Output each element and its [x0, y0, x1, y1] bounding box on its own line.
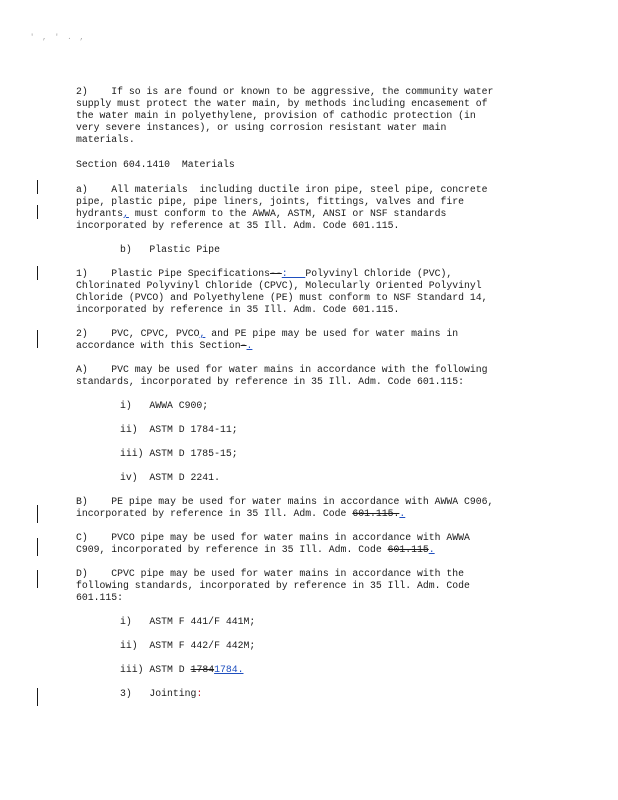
paragraph-B-text: B) PE pipe may be used for water mains in accordance with AWWA C906, incorporated by reference in 35 Ill. Adm. Code: [76, 496, 494, 519]
change-bar: [37, 538, 38, 556]
paragraph-C-text: C) PVCO pipe may be used for water mains in accordance with AWWA C909, incorporated by reference in 35 Ill. Adm. Code: [76, 532, 470, 555]
inserted-text: .: [399, 508, 406, 519]
paragraph-D: D) CPVC pipe may be used for water mains in accordance with the following standards, incorporated by reference in 35 Ill. Adm. Code 601.115:: [76, 568, 470, 603]
list-item-text: iii) ASTM D: [120, 664, 191, 675]
paragraph-b-2-text: 2) PVC, CPVC, PVCO: [76, 328, 200, 339]
list-item: ii) ASTM F 442/F 442M;: [120, 640, 256, 651]
inserted-text: .: [428, 544, 435, 555]
deleted-text: 601.115: [387, 544, 429, 555]
paragraph-a: [76, 184, 546, 232]
change-bar: [37, 266, 38, 280]
deleted-text: 601.115.: [352, 508, 400, 519]
paragraph-b-1: [76, 268, 546, 316]
paragraph-b-1-text: Polyvinyl Chloride (PVC), Chlorinated Polyvinyl Chloride (CPVC), Molecularly Oriented Polyvinyl Chloride (PVCO) and Polyethylene (PE) must conform to NSF Standard 14, incorporated by reference in 35 Ill. Adm. Code 601.115.: [76, 268, 488, 315]
inserted-text: .: [246, 340, 253, 351]
list-item: iv) ASTM D 2241.: [120, 472, 220, 483]
change-bar: [37, 505, 38, 523]
change-bar: [37, 688, 38, 706]
list-item: ii) ASTM D 1784-11;: [120, 424, 238, 435]
change-bar: [37, 180, 38, 194]
inserted-text: ,: [123, 208, 129, 219]
deleted-text: 1784: [190, 664, 215, 675]
paragraph-2: 2) If so is are found or known to be aggressive, the community water supply must protect the water main, by methods including encasement of the water main in polyethylene, provision of cathodic protection (in very severe instances), or using corrosion resistant water main materials.: [76, 86, 494, 145]
paragraph-b-1-text: 1) Plastic Pipe Specifications: [76, 268, 271, 279]
paragraph-b-heading: b) Plastic Pipe: [120, 244, 220, 255]
section-heading: Section 604.1410 Materials: [76, 159, 235, 170]
paragraph-a-text: a) All materials including ductile iron pipe, steel pipe, concrete pipe, plastic pipe, pipe liners, joints, fittings, valves and fire hydrants: [76, 184, 488, 219]
paragraph-b-2-text: and PE pipe may be used for water mains in accordance with this Section: [76, 328, 459, 351]
list-item: i) ASTM F 441/F 441M;: [120, 616, 256, 627]
inserted-text: ,: [199, 328, 206, 339]
deleted-text: --: [270, 268, 282, 279]
deleted-text: -: [240, 340, 247, 351]
list-item: i) AWWA C900;: [120, 400, 209, 411]
change-bar: [37, 330, 38, 348]
scan-mark: ' , ' . ,: [30, 34, 86, 42]
list-item: [120, 664, 590, 676]
paragraph-3: [120, 688, 590, 700]
paragraph-B: [76, 496, 546, 520]
change-bar: [37, 570, 38, 588]
paragraph-a-text: must conform to the AWWA, ASTM, ANSI or NSF standards incorporated by reference at 35 Ill. Adm. Code 601.115.: [76, 208, 447, 231]
inserted-text: 1784.: [214, 664, 244, 675]
paragraph-A: A) PVC may be used for water mains in accordance with the following standards, incorporated by reference in 35 Ill. Adm. Code 601.115:: [76, 364, 488, 387]
inserted-text: :: [196, 688, 203, 699]
paragraph-b-2: [76, 328, 546, 352]
paragraph-3-text: 3) Jointing: [120, 688, 197, 699]
change-bar: [37, 205, 38, 219]
list-item: iii) ASTM D 1785-15;: [120, 448, 238, 459]
paragraph-C: [76, 532, 546, 556]
inserted-text: :: [281, 268, 306, 279]
